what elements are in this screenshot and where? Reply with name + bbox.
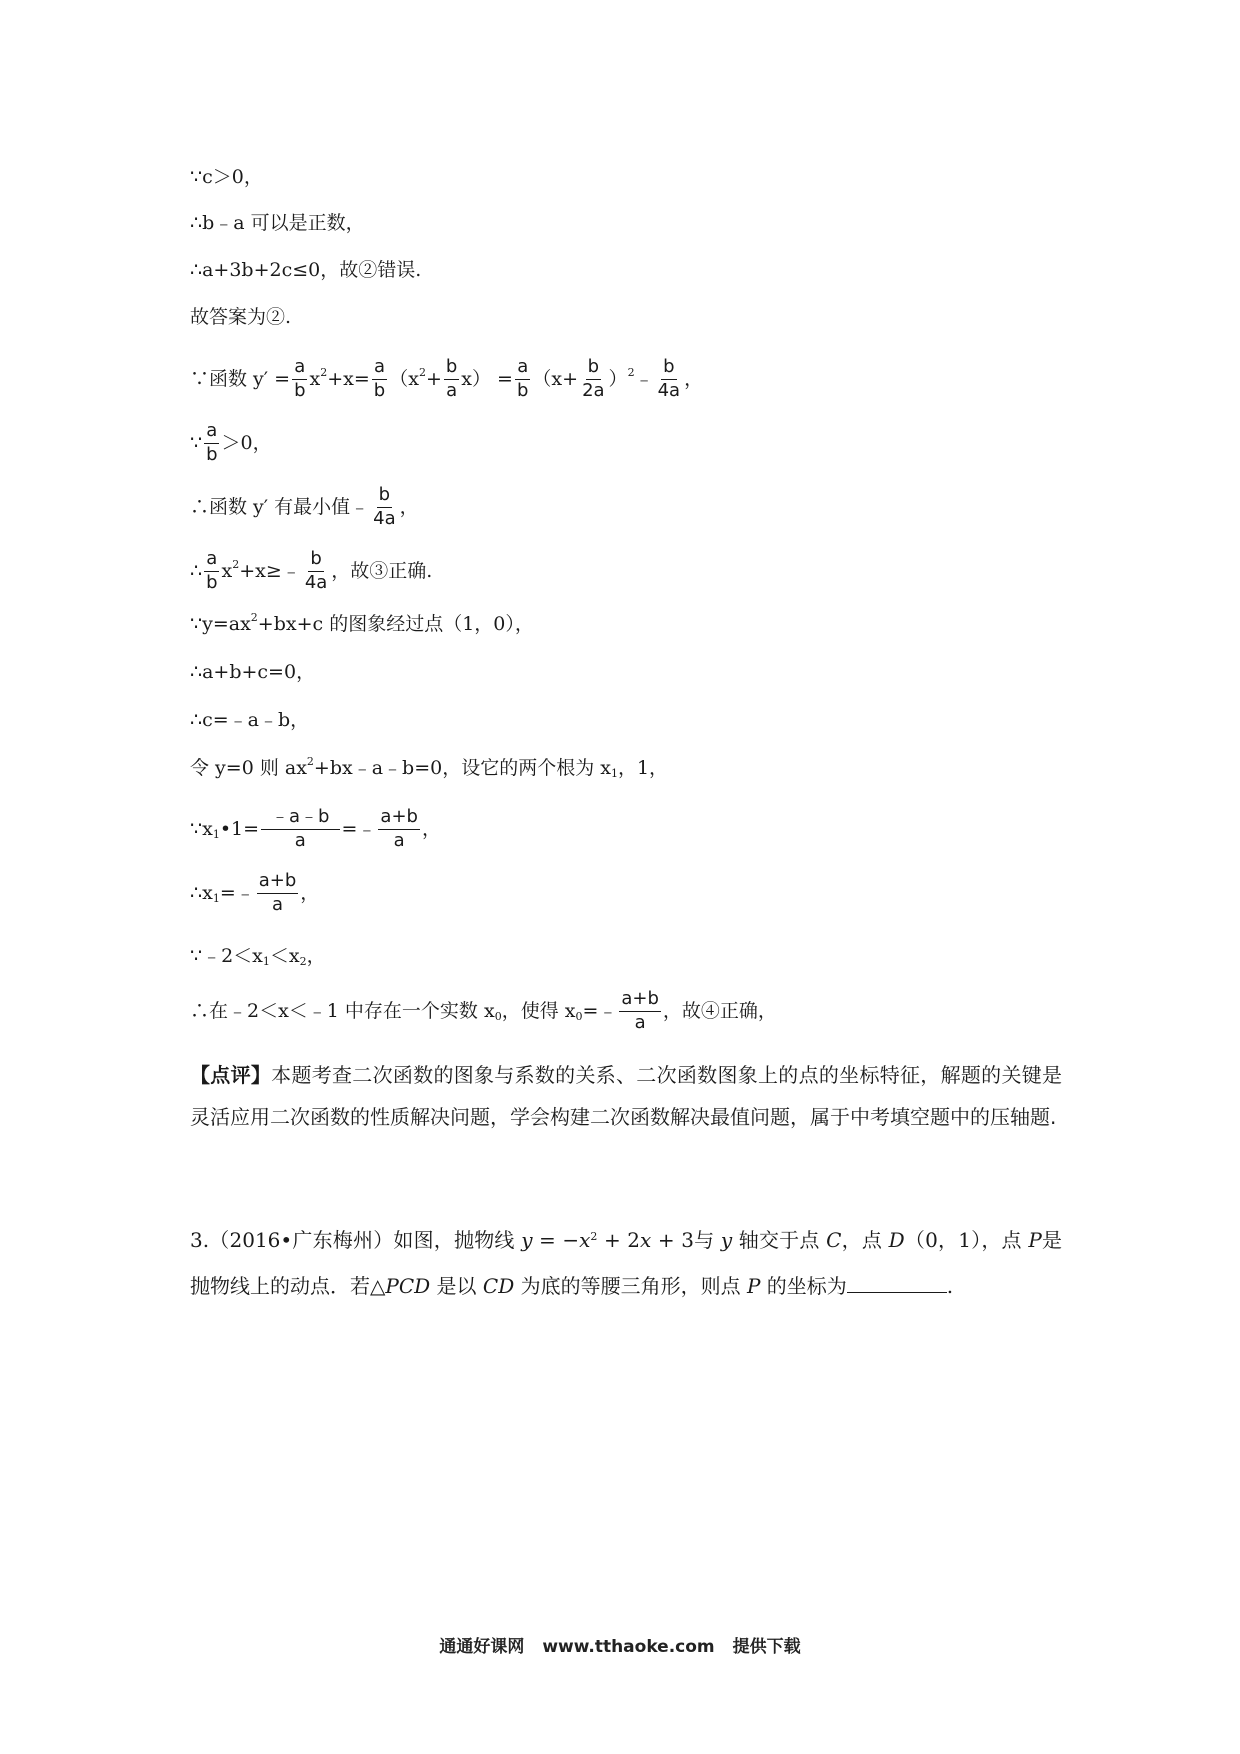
- fraction: [257, 872, 299, 915]
- question-text: 与: [693, 1228, 721, 1252]
- superscript: 2: [627, 365, 635, 379]
- denominator: a: [393, 829, 405, 851]
- math-var: D: [888, 1228, 905, 1252]
- line-text: ∵c＞0，: [190, 166, 263, 188]
- comment-label: 【点评】: [190, 1063, 272, 1087]
- line-text: 故答案为②.: [190, 306, 292, 328]
- numerator: a: [204, 550, 219, 572]
- line-text: ∴在﹣2＜x＜﹣1 中存在一个实数 x: [190, 999, 495, 1022]
- line-text: ，: [684, 367, 704, 390]
- superscript: 2: [232, 557, 240, 571]
- line-b-minus-a: [190, 214, 365, 233]
- line-text: =﹣: [582, 999, 618, 1022]
- line-text: ）: [608, 367, 628, 390]
- line-text: ﹣: [634, 367, 654, 390]
- denominator: b: [206, 443, 218, 465]
- page-footer: [0, 1632, 1240, 1657]
- fraction: [580, 358, 606, 401]
- line-answer-2: [190, 308, 291, 327]
- subscript: 1: [610, 767, 618, 780]
- question-text: 的坐标为: [760, 1274, 847, 1298]
- question-text: （0，1），点: [904, 1228, 1029, 1252]
- math-var: x: [640, 1228, 652, 1252]
- answer-blank[interactable]: [847, 1274, 947, 1293]
- math-var: C: [826, 1228, 842, 1252]
- superscript: 2: [418, 365, 426, 379]
- line-text: ，使得 x: [501, 999, 576, 1022]
- fraction: [619, 990, 661, 1033]
- numerator: b: [661, 358, 676, 380]
- line-text: ∴c=﹣a﹣b，: [190, 709, 310, 731]
- fraction: [292, 358, 307, 401]
- fraction: [204, 550, 219, 593]
- line-text: •1=: [219, 817, 260, 840]
- numerator: b: [377, 486, 392, 508]
- question-text: 是抛物线上的动点．若△: [190, 1228, 1062, 1298]
- question-text: 3.（2016•广东梅州）如图，抛物线: [190, 1228, 522, 1252]
- line-text: ，1，: [617, 757, 669, 779]
- numerator: ﹣a﹣b: [261, 808, 339, 830]
- line-text: =﹣: [219, 881, 255, 904]
- line-text: +bx+c 的图象经过点（1，0），: [257, 613, 534, 635]
- math-var: y: [720, 1228, 733, 1252]
- superscript: 2: [320, 365, 328, 379]
- comment-paragraph: [190, 1054, 1062, 1138]
- line-text: 令 y=0 则 ax: [190, 757, 307, 779]
- line-text: ∴函数 y′ 有最小值﹣: [190, 495, 370, 518]
- fraction: [378, 808, 420, 851]
- subscript: 1: [212, 827, 220, 841]
- superscript: 2: [590, 1230, 598, 1243]
- line-product-of-roots: [190, 808, 441, 851]
- denominator: b: [373, 379, 386, 401]
- line-text: ，: [306, 945, 326, 967]
- fraction: [372, 358, 387, 401]
- line-text: ∵函数 y′ =: [190, 367, 291, 390]
- question-paragraph: [190, 1219, 1062, 1307]
- numerator: a: [292, 358, 307, 380]
- math-op: = −: [532, 1228, 580, 1252]
- question-text: 为底的等腰三角形，则点: [514, 1274, 747, 1298]
- line-text: +: [425, 367, 442, 390]
- subscript: 1: [212, 891, 220, 905]
- line-function-y-prime: [190, 358, 703, 401]
- line-text: x） =: [461, 367, 513, 390]
- line-text: ，: [300, 881, 320, 904]
- question-text: .: [946, 1274, 954, 1298]
- numerator: a: [372, 358, 387, 380]
- numerator: a: [204, 422, 219, 444]
- line-text: ∴a+b+c=0，: [190, 661, 316, 683]
- math-var: P: [1028, 1228, 1042, 1252]
- line-text: ∵﹣2＜x: [190, 945, 263, 967]
- math-var: CD: [482, 1274, 515, 1298]
- line-text: +x≥﹣: [239, 559, 301, 582]
- line-minimum-value: [190, 486, 419, 529]
- line-conclusion-3-correct: [190, 550, 432, 593]
- denominator: b: [294, 379, 306, 401]
- numerator: b: [586, 358, 601, 380]
- numerator: a+b: [619, 990, 661, 1012]
- line-text: +x=: [327, 367, 370, 390]
- comment-text: 本题考查二次函数的图象与系数的关系、二次函数图象上的点的坐标特征，解题的关键是灵活应用二次函数的性质解决问题，学会构建二次函数解决最值问题，属于中考填空题中的压轴题.: [190, 1063, 1063, 1129]
- line-roots: [190, 755, 669, 780]
- math-op: + 3: [651, 1228, 694, 1252]
- numerator: b: [308, 550, 323, 572]
- line-conclusion-4-correct: [190, 990, 777, 1033]
- line-text: x: [309, 367, 321, 390]
- math-var: y: [521, 1228, 533, 1252]
- line-text: ∴x: [190, 881, 213, 904]
- fraction: [515, 358, 530, 401]
- line-text: （x: [389, 367, 419, 390]
- superscript: 2: [306, 755, 314, 768]
- line-text: ，故④正确，: [662, 999, 777, 1022]
- denominator: 2a: [582, 379, 605, 401]
- denominator: b: [206, 571, 218, 593]
- line-text: ∵y=ax: [190, 613, 251, 635]
- line-conclusion-2-wrong: [190, 261, 421, 280]
- math-op: + 2: [597, 1228, 641, 1252]
- line-c-expression: [190, 711, 309, 730]
- subscript: 0: [494, 1009, 502, 1023]
- line-text: ＜x: [269, 945, 300, 967]
- line-text: ∵: [190, 431, 203, 454]
- fraction: [656, 358, 682, 401]
- line-text: ∴: [190, 559, 203, 582]
- footer-url[interactable]: www.tthaoke.com: [542, 1637, 715, 1657]
- line-text: ∴a+3b+2c≤0，故②错误.: [190, 259, 422, 281]
- fraction: [261, 808, 339, 851]
- denominator: a: [446, 379, 458, 401]
- denominator: 4a: [304, 571, 328, 593]
- line-text: ＞0，: [221, 431, 272, 454]
- question-text: 是以: [430, 1274, 483, 1298]
- line-inequality: [190, 947, 326, 966]
- denominator: 4a: [657, 379, 681, 401]
- numerator: a: [515, 358, 530, 380]
- line-text: ，故③正确.: [331, 559, 433, 582]
- footer-site-name: 通通好课网: [439, 1637, 525, 1657]
- line-text: +bx﹣a﹣b=0，设它的两个根为 x: [313, 757, 611, 779]
- fraction: [371, 486, 397, 529]
- fraction: [204, 422, 219, 465]
- line-text: ，: [421, 817, 441, 840]
- subscript: 2: [299, 955, 307, 968]
- fraction: [303, 550, 329, 593]
- fraction: [444, 358, 459, 401]
- line-text: ，: [399, 495, 419, 518]
- denominator: a: [634, 1011, 646, 1033]
- line-text: ∵x: [190, 817, 213, 840]
- line-text: =﹣: [341, 817, 377, 840]
- line-text: ∴b﹣a 可以是正数，: [190, 212, 365, 234]
- math-var: x: [579, 1228, 591, 1252]
- line-graph-passes-point: [190, 611, 534, 635]
- superscript: 2: [250, 611, 258, 624]
- line-text: x: [221, 559, 233, 582]
- line-text: （x+: [532, 367, 579, 390]
- denominator: 4a: [373, 507, 396, 529]
- math-var: P: [746, 1274, 761, 1298]
- footer-note: 提供下载: [732, 1637, 801, 1657]
- question-text: ，点: [841, 1228, 889, 1252]
- numerator: a+b: [378, 808, 420, 830]
- denominator: a: [294, 829, 306, 851]
- numerator: a+b: [257, 872, 299, 894]
- subscript: 1: [262, 955, 270, 968]
- numerator: b: [444, 358, 459, 380]
- question-text: 轴交于点: [732, 1228, 827, 1252]
- denominator: b: [516, 379, 529, 401]
- line-c-positive: [190, 168, 263, 187]
- subscript: 0: [575, 1009, 583, 1023]
- line-a-over-b-positive: [190, 422, 272, 465]
- line-x1-value: [190, 872, 319, 915]
- denominator: a: [271, 893, 284, 915]
- math-var: PCD: [385, 1274, 431, 1298]
- line-sum-zero: [190, 663, 315, 682]
